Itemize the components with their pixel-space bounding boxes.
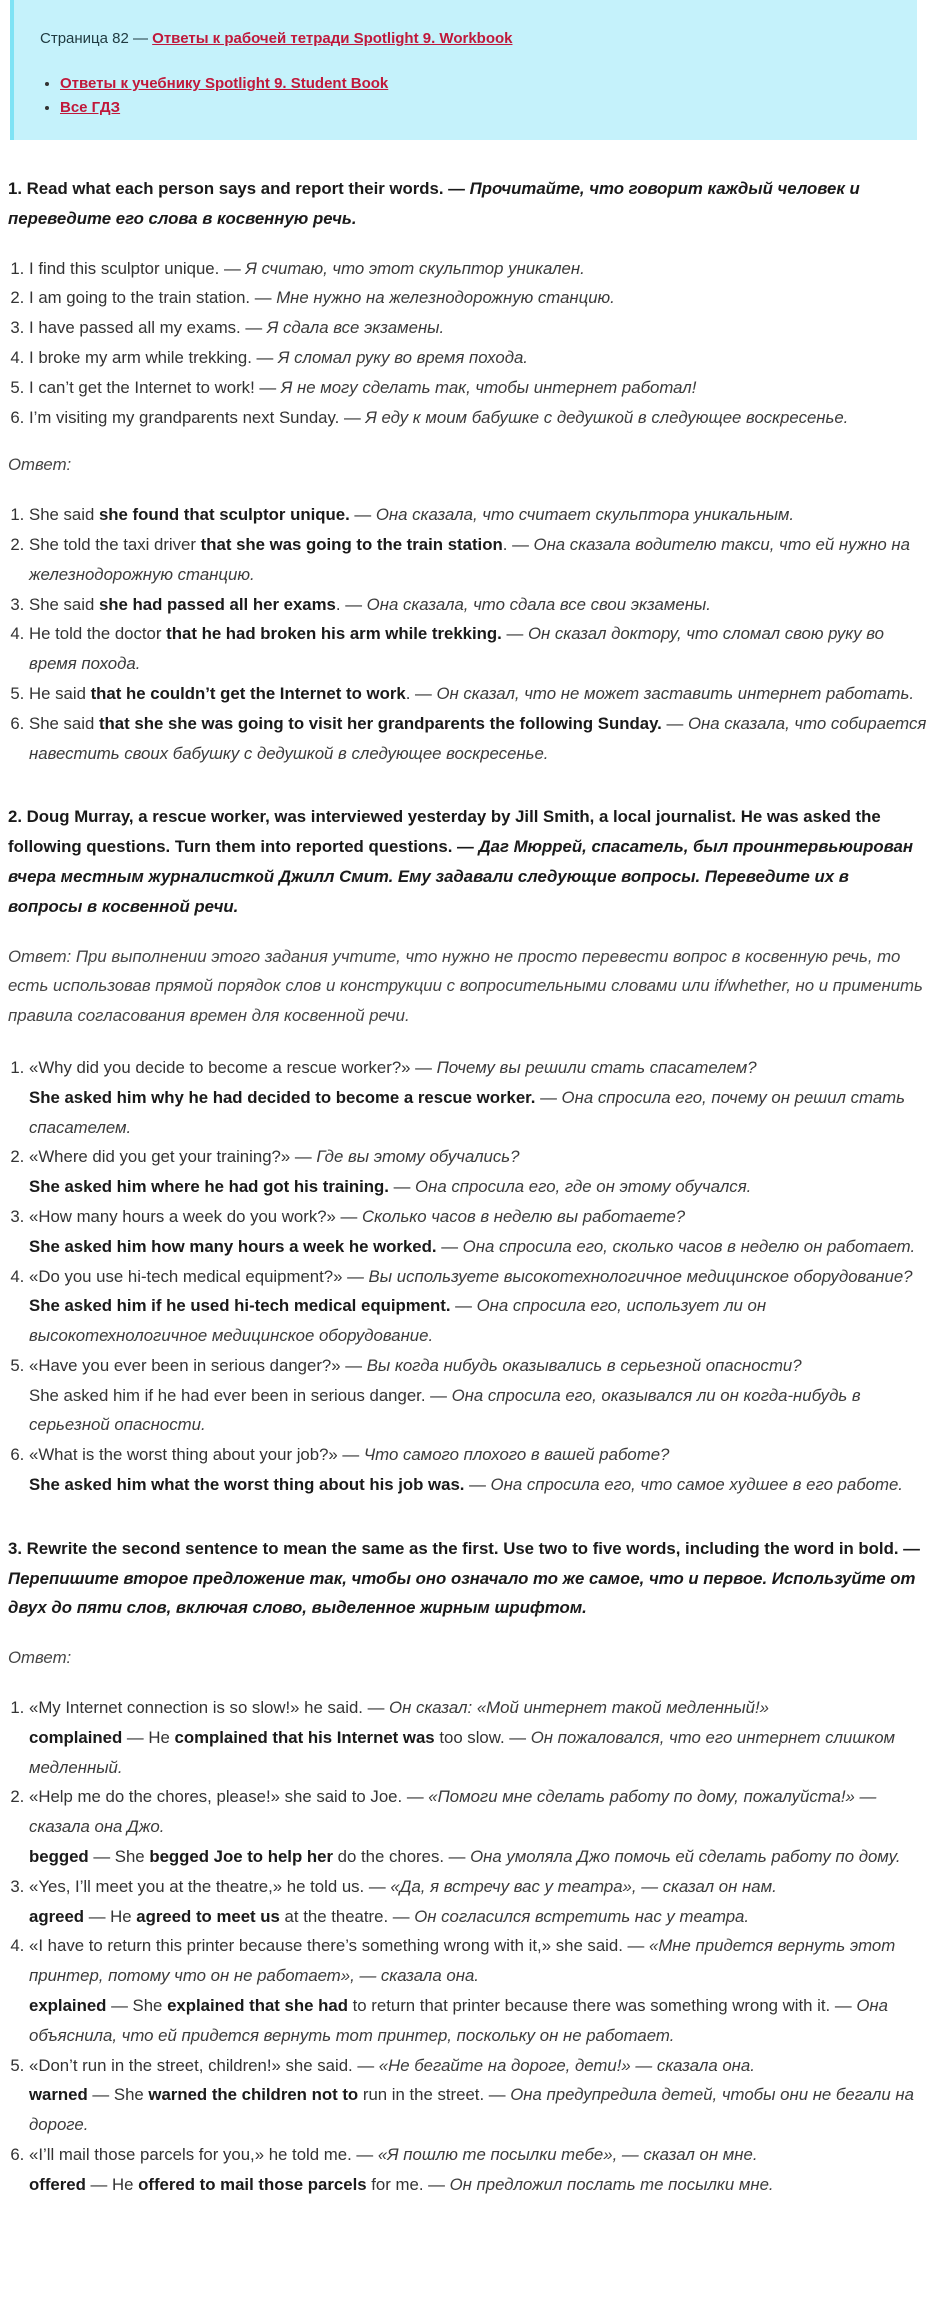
answer-bold: she had passed all her exams: [98, 594, 336, 614]
related-link-item: [60, 96, 917, 120]
dash: —: [349, 505, 376, 525]
rewritten-ru: Она предупредила детей, чтобы они не бегали на дороге.: [29, 2085, 914, 2135]
dash: —: [106, 1996, 133, 2016]
dash: —: [290, 1147, 317, 1167]
dash: —: [340, 594, 367, 614]
dash: —: [240, 318, 267, 338]
dash: —: [352, 2055, 379, 2075]
reported-question-ru: Она спросила его, оказывался ли он когда-нибудь в серьезной опасности.: [29, 1385, 861, 1435]
key-word: warned: [29, 2085, 88, 2105]
original-sentence: «Help me do the chores, please!» she said to Joe.: [29, 1787, 403, 1807]
key-word: explained: [29, 1996, 107, 2016]
dash: —: [88, 1847, 115, 1867]
rewritten-bold: explained that she had: [167, 1996, 348, 2016]
rewritten-text: He: [148, 1727, 175, 1747]
rewritten-text: too slow.: [434, 1727, 505, 1747]
dash: —: [85, 2174, 112, 2194]
list-item: [29, 590, 927, 620]
original-sentence-ru: «Не бегайте на дороге, дети!» — сказала она.: [378, 2055, 755, 2075]
list-item: [29, 1202, 927, 1262]
dash: —: [364, 1876, 391, 1896]
dash: —: [425, 1385, 452, 1405]
original-sentence-ru: «Помоги мне сделать работу по дому, пожалуйста!» — сказала она Джо.: [29, 1787, 877, 1837]
list-item: [29, 2051, 927, 2140]
dash: —: [622, 1936, 649, 1956]
rewritten-text: She: [113, 2085, 149, 2105]
sentence-ru: Я сдала все экзамены.: [266, 318, 445, 338]
original-sentence: «Yes, I’ll meet you at the theatre,» he told us.: [29, 1876, 365, 1896]
dash: —: [436, 1236, 463, 1256]
answer-text: She told the taxi driver: [29, 534, 201, 554]
task-3-heading: [8, 1534, 927, 1623]
dash: —: [388, 1177, 416, 1197]
dash: —: [84, 1906, 111, 1926]
key-word: offered: [29, 2174, 86, 2194]
sentence-ru: Мне нужно на железнодорожную станцию.: [276, 288, 615, 308]
dash: —: [251, 347, 278, 367]
reported-question: She asked him why he had decided to become a rescue worker.: [29, 1087, 536, 1107]
sentence-ru: Я не могу сделать так, чтобы интернет работал!: [280, 377, 697, 397]
answer-text: She said: [29, 505, 99, 525]
list-item: [29, 373, 927, 403]
reported-question-ru: Она спросила его, сколько часов в неделю он работает.: [462, 1236, 916, 1256]
list-item: [29, 1262, 927, 1351]
reported-question: She asked him how many hours a week he worked.: [29, 1236, 437, 1256]
sentence-en: I am going to the train station.: [29, 288, 251, 308]
answer-ru: Она сказала, что считает скульптора уникальным.: [375, 505, 795, 525]
sentence-ru: Я сломал руку во время похода.: [278, 347, 528, 367]
answer-text: He said: [29, 683, 91, 703]
sentence-ru: Я считаю, что этот скульптор уникален.: [245, 258, 585, 278]
dash: —: [410, 1057, 437, 1077]
dash: —: [410, 683, 437, 703]
original-sentence-ru: «Я пошлю те посылки тебе», — сказал он мне.: [377, 2145, 758, 2165]
rewritten-text: run in the street.: [358, 2085, 485, 2105]
dash: —: [362, 1698, 390, 1718]
dash: —: [501, 624, 528, 644]
list-item: [29, 679, 927, 709]
answer-bold: she found that sculptor unique.: [98, 505, 350, 525]
dash: —: [535, 1087, 562, 1107]
reported-question: She asked him if he had ever been in serious danger.: [29, 1385, 426, 1405]
reported-question-ru: Она спросила его, что самое худшее в его работе.: [490, 1475, 903, 1495]
answer-ru: Она сказала водителю такси, что ей нужно на железнодорожную станцию.: [29, 534, 910, 584]
question-en: «Do you use hi-tech medical equipment?»: [29, 1266, 343, 1286]
rewritten-bold: offered to mail those parcels: [138, 2174, 367, 2194]
rewritten-ru: Она объяснила, что ей придется вернуть тот принтер, поскольку он не работает.: [29, 1996, 888, 2045]
reported-question-ru: Она спросила его, использует ли он высокотехнологичное медицинское оборудование.: [29, 1296, 767, 1346]
related-links: [40, 72, 917, 120]
dash: —: [444, 1847, 471, 1867]
list-item: [29, 709, 927, 769]
list-item: [29, 254, 927, 284]
task-3-title-en: 3. Rewrite the second sentence to mean the same as the first. Use two to five words, including the word in bold. —: [8, 1538, 920, 1558]
all-gdz-link[interactable]: Все ГДЗ: [60, 99, 121, 116]
task-1-title-en: 1. Read what each person says and report their words. —: [8, 179, 470, 198]
task-1-title-ru: Прочитайте, что говорит каждый человек и переведите его слова в косвенную речь.: [8, 179, 860, 228]
rewritten-bold: complained that his Internet was: [174, 1727, 435, 1747]
dash: —: [484, 2085, 511, 2105]
rewritten-text: for me.: [366, 2174, 424, 2194]
task-2-title-ru: Даг Мюррей, спасатель, был проинтервьюирован вчера местным журналисткой Джилл Смит. Ему задавали следующие вопросы. Переведите их в вопросы в косвенной речи.: [8, 837, 914, 916]
task-2-title-en: 2. Doug Murray, a rescue worker, was interviewed yesterday by Jill Smith, a local journalist. He was asked the following questions. Turn them into reported questions. —: [8, 807, 881, 857]
rewritten-bold: warned the children not to: [148, 2085, 359, 2105]
dash: —: [340, 1355, 367, 1375]
reported-question-ru: Она спросила его, где он этому обучался.: [415, 1177, 752, 1197]
rewritten-text: She: [132, 1996, 168, 2016]
dash: —: [351, 2145, 378, 2165]
rewritten-text: He: [111, 2174, 139, 2194]
dash: —: [507, 534, 534, 554]
task-1-sentence-list: [8, 254, 927, 433]
task-2-question-list: [8, 1053, 927, 1500]
list-item: [29, 313, 927, 343]
reported-question: She asked him where he had got his training.: [29, 1177, 389, 1197]
dash: —: [504, 1727, 531, 1747]
list-item: [29, 1351, 927, 1440]
dash: —: [250, 288, 277, 308]
task-3-title-ru: Перепишите второе предложение так, чтобы оно означало то же самое, что и первое. Используйте от двух до пяти слов, включая слово, выделенное жирным шрифтом.: [8, 1568, 916, 1618]
question-en: «What is the worst thing about your job?»: [29, 1445, 338, 1465]
dash: —: [87, 2085, 114, 2105]
original-sentence: «Don’t run in the street, children!» she said.: [29, 2055, 353, 2075]
dash: —: [388, 1906, 415, 1926]
task-2-heading: [8, 802, 927, 921]
dash: —: [335, 1206, 362, 1226]
answer-text: .: [405, 683, 411, 703]
sentence-en: I have passed all my exams.: [29, 318, 241, 338]
sentence-en: I broke my arm while trekking.: [29, 347, 252, 367]
task-1-answer-list: [8, 500, 927, 768]
key-word: agreed: [29, 1906, 85, 1926]
answer-text: She said: [29, 594, 99, 614]
answer-text: .: [335, 594, 341, 614]
list-item: [29, 1440, 927, 1500]
answer-text: She said: [29, 713, 99, 733]
answer-text: .: [502, 534, 508, 554]
workbook-link[interactable]: Ответы к рабочей тетради Spotlight 9. Workbook: [152, 30, 513, 47]
question-ru: Почему вы решили стать спасателем?: [436, 1057, 757, 1077]
dash: —: [830, 1996, 857, 2016]
list-item: [29, 619, 927, 679]
list-item: [29, 1931, 927, 2050]
list-item: [29, 283, 927, 313]
task-2-note: Ответ: При выполнении этого задания учтите, что нужно не просто перевести вопрос в косвенную речь, то есть использовав прямой порядок слов и конструкции с вопросительными словами или if/whether, но и применить правила согласования времен для косвенной речи.: [8, 946, 923, 1026]
answer-text: He told the doctor: [29, 624, 167, 644]
answer-ru: Она сказала, что собирается навестить своих бабушку с дедушкой в следующее воскресенье.: [29, 713, 927, 763]
related-link-item: [60, 72, 917, 96]
key-word: complained: [29, 1727, 123, 1747]
sentence-en: I’m visiting my grandparents next Sunday.: [29, 407, 340, 427]
key-word: begged: [29, 1847, 89, 1867]
answer-ru: Она сказала, что сдала все свои экзамены.: [366, 594, 711, 614]
answer-label: Ответ:: [8, 1648, 72, 1668]
answer-ru: Он сказал, что не может заставить интернет работать.: [436, 683, 915, 703]
list-item: [29, 1142, 927, 1202]
original-sentence-ru: Он сказал: «Мой интернет такой медленный!»: [389, 1698, 769, 1718]
answer-label: Ответ:: [8, 455, 72, 475]
current-page-line: [40, 28, 917, 50]
question-ru: Сколько часов в неделю вы работаете?: [362, 1206, 686, 1226]
dash: —: [337, 1445, 364, 1465]
rewritten-text: to return that printer because there was something wrong with it.: [347, 1996, 831, 2016]
dash: —: [402, 1787, 429, 1807]
dash: —: [423, 2174, 450, 2194]
list-item: [29, 1872, 927, 1932]
rewritten-ru: Она умоляла Джо помочь ей сделать работу по дому.: [470, 1847, 901, 1867]
answer-bold: that he had broken his arm while trekking.: [166, 624, 502, 644]
list-item: [29, 530, 927, 590]
question-en: «Have you ever been in serious danger?»: [29, 1355, 341, 1375]
dash: —: [122, 1727, 149, 1747]
rewritten-text: at the theatre.: [279, 1906, 389, 1926]
list-item: [29, 343, 927, 373]
dash: —: [219, 258, 246, 278]
question-en: «How many hours a week do you work?»: [29, 1206, 336, 1226]
rewritten-ru: Он пожаловался, что его интернет слишком медленный.: [29, 1727, 896, 1777]
dash: —: [661, 713, 688, 733]
dash: —: [254, 377, 281, 397]
page-label: Страница 82 —: [40, 30, 153, 47]
list-item: [29, 2140, 927, 2200]
question-en: «Where did you get your training?»: [29, 1147, 291, 1167]
task-1-heading: [8, 174, 927, 234]
answer-bold: that she she was going to visit her grandparents the following Sunday.: [98, 713, 662, 733]
answer-bold: that she was going to the train station: [200, 534, 503, 554]
question-ru: Вы используете высокотехнологичное медицинское оборудование?: [368, 1266, 913, 1286]
sentence-en: I find this sculptor unique.: [29, 258, 220, 278]
sentence-ru: Я еду к моим бабушке с дедушкой в следующее воскресенье.: [365, 407, 849, 427]
rewritten-bold: agreed to meet us: [136, 1906, 280, 1926]
rewritten-text: She: [114, 1847, 150, 1867]
dash: —: [342, 1266, 369, 1286]
dash: —: [339, 407, 366, 427]
answer-bold: that he couldn’t get the Internet to work: [90, 683, 406, 703]
dash: —: [464, 1475, 491, 1495]
rewritten-ru: Он согласился встретить нас у театра.: [414, 1906, 750, 1926]
list-item: [29, 500, 927, 530]
list-item: [29, 1693, 927, 1782]
original-sentence: «I’ll mail those parcels for you,» he told me.: [29, 2145, 352, 2165]
original-sentence-ru: «Мне придется вернуть этот принтер, потому что он не работает», — сказала она.: [29, 1936, 896, 1986]
question-ru: Что самого плохого в вашей работе?: [363, 1445, 670, 1465]
task-3-list: [8, 1693, 927, 2200]
original-sentence: «My Internet connection is so slow!» he said.: [29, 1698, 363, 1718]
navigation-box: [10, 0, 917, 140]
rewritten-text: do the chores.: [333, 1847, 445, 1867]
question-en: «Why did you decide to become a rescue worker?»: [29, 1057, 411, 1077]
dash: —: [450, 1296, 477, 1316]
rewritten-bold: begged Joe to help her: [149, 1847, 333, 1867]
list-item: [29, 1782, 927, 1871]
reported-question: She asked him if he used hi-tech medical equipment.: [29, 1296, 451, 1316]
student-book-link[interactable]: Ответы к учебнику Spotlight 9. Student Book: [60, 75, 389, 92]
list-item: [29, 1053, 927, 1142]
question-ru: Вы когда нибудь оказывались в серьезной опасности?: [366, 1355, 802, 1375]
reported-question-ru: Она спросила его, почему он решил стать спасателем.: [29, 1087, 905, 1137]
rewritten-text: He: [110, 1906, 137, 1926]
original-sentence-ru: «Да, я встречу вас у театра», — сказал он нам.: [390, 1876, 777, 1896]
answer-ru: Он сказал доктору, что сломал свою руку во время похода.: [29, 624, 884, 674]
reported-question: She asked him what the worst thing about his job was.: [29, 1475, 465, 1495]
sentence-en: I can’t get the Internet to work!: [29, 377, 255, 397]
original-sentence: «I have to return this printer because there’s something wrong with it,» she said.: [29, 1936, 623, 1956]
rewritten-ru: Он предложил послать те посылки мне.: [449, 2174, 774, 2194]
question-ru: Где вы этому обучались?: [316, 1147, 520, 1167]
list-item: [29, 403, 927, 433]
